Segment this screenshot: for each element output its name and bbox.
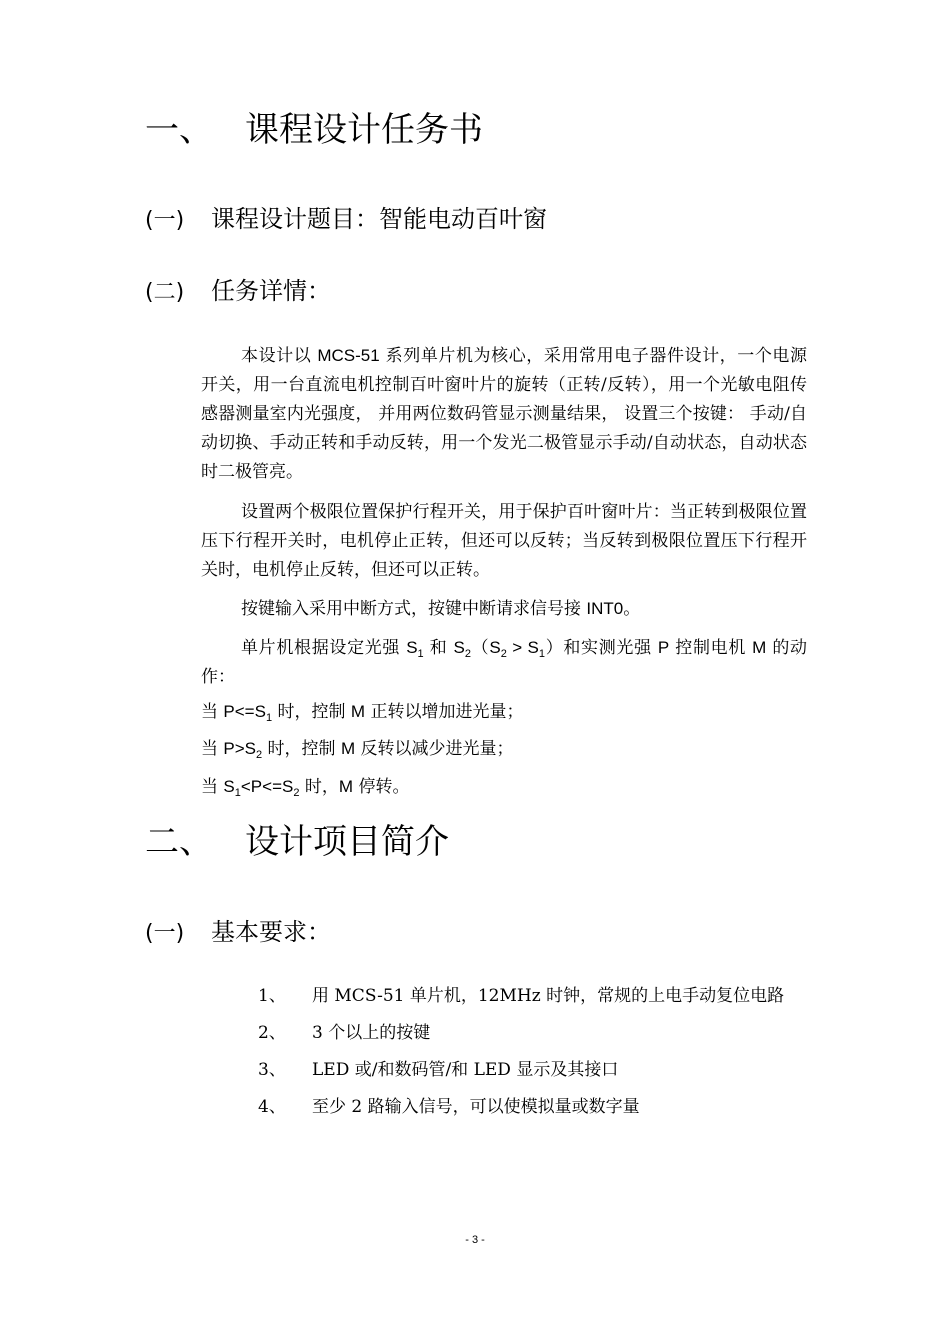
requirement-item-3: 3、 LED 或/和数码管/和 LED 显示及其接口 [258,1060,619,1080]
section-1-heading [145,110,483,150]
subsection-1-1-title: 课程设计题目：智能电动百叶窗 [211,205,547,233]
subsection-1-1-number: (一) [145,208,185,233]
section-2-number: 二、 [145,822,213,862]
subsection-1-2-heading [145,276,331,308]
section-2-title: 设计项目简介 [245,822,449,862]
requirement-item-2: 2、 3 个以上的按键 [258,1023,431,1043]
subsection-2-1-heading [145,917,331,949]
subsection-1-2-title: 任务详情： [211,277,331,305]
page-number: - 3 - [465,1234,485,1246]
subsection-1-1-heading [145,204,547,236]
section-2-heading [145,822,449,862]
section-1-title: 课程设计任务书 [245,110,483,150]
subsection-1-2-number: (二) [145,280,185,305]
requirement-item-1: 1、 用 MCS-51 单片机，12MHz 时钟，常规的上电手动复位电路 [258,986,785,1006]
control-rule-3: 当 $S_1<P<=S_2$ 时，M 停转。 [201,777,410,799]
control-rule-1: 当 $P<=S_1$ 时，控制 M 正转以增加进光量； [201,702,524,724]
section-1-number: 一、 [145,110,213,150]
task-paragraph-2: 设置两个极限位置保护行程开关，用于保护百叶窗叶片：当正转到极限位置压下行程开关时，电机停止正转，但还可以反转；当反转到极限位置压下行程开关时，电机停止反转，但还可以正转。 [201,502,807,580]
task-paragraph-1: 本设计以 MCS-51 系列单片机为核心，采用常用电子器件设计，一个电源开关，用一台直流电机控制百叶窗叶片的旋转（正转/反转），用一个光敏电阻传感器测量室内光强度， 并用两位数码管显示测量结果， 设置三个按键： 手动/自动切换、手动正转和手动反转，用一个发光二极管显示手动/自动状态，自动状态时二极管亮。 [201,346,808,482]
requirement-item-4: 4、 至少 2 路输入信号，可以使模拟量或数字量 [258,1097,640,1117]
task-paragraph-4: 单片机根据设定光强 $S_1$ 和 $S_2(S_2 > S_1)$和实测光强 P 控制电机 M 的动作： [201,638,808,687]
control-rule-2: 当 $P>S_2$ 时，控制 M 反转以减少进光量； [201,739,514,761]
subsection-2-1-title: 基本要求： [211,918,331,946]
task-paragraph-3: 按键输入采用中断方式，按键中断请求信号接 INT0。 [241,599,641,619]
subsection-2-1-number: (一) [145,921,185,946]
